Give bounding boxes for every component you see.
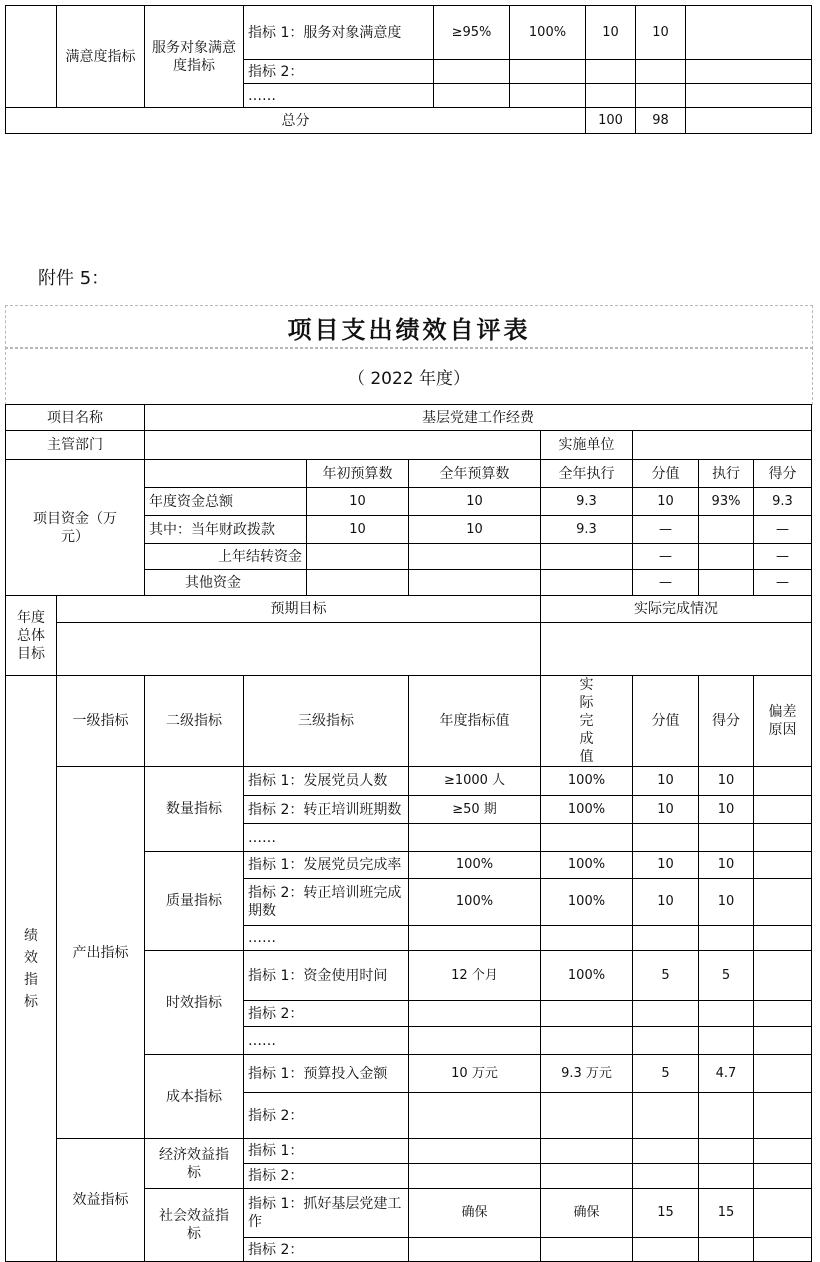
title-box [5,305,813,349]
actual: 9.3 万元 [541,1055,633,1093]
target: 确保 [409,1189,541,1238]
project-name-label: 项目名称 [6,405,145,431]
target: 12 个月 [409,951,541,1001]
indicator-1: 指标 1：服务对象满意度 [244,6,434,60]
timeliness-label: 时效指标 [145,951,244,1055]
funds-row-name: 年度资金总额 [145,488,307,516]
indicator-2: 指标 2： [244,60,434,84]
weight: 5 [633,1055,699,1093]
funds-label: 项目资金（万元） [6,460,145,596]
funds-cell: 9.3 [541,516,633,544]
funds-cell: 93% [699,488,754,516]
reason [754,879,812,926]
funds-header: 分值 [633,460,699,488]
funds-cell: — [633,544,699,570]
funds-row-name: 其中：当年财政拨款 [145,516,307,544]
quantity-label: 数量指标 [145,767,244,852]
perf-header: 得分 [699,676,754,767]
weight: 10 [633,879,699,926]
funds-cell: 10 [409,516,541,544]
level1-satisfaction: 满意度指标 [57,6,145,108]
score: 10 [699,852,754,879]
weight-1: 10 [586,6,636,60]
indicator: 指标 1：抓好基层党建工作 [244,1189,409,1238]
funds-cell: 9.3 [541,488,633,516]
perf-header: 一级指标 [57,676,145,767]
score: 4.7 [699,1055,754,1093]
total-score: 98 [636,108,686,134]
expected-value [57,623,541,676]
reason [754,852,812,879]
dept-value [145,431,541,460]
indicator: …… [244,824,409,852]
score: 15 [699,1189,754,1238]
impl-value [633,431,812,460]
funds-cell: 10 [307,516,409,544]
perf-header: 年度指标值 [409,676,541,767]
target-1: ≥95% [434,6,510,60]
funds-cell: 9.3 [754,488,812,516]
attachment-label: 附件 5： [38,268,110,289]
indicator: 指标 2：转正培训班期数 [244,796,409,824]
weight: 5 [633,951,699,1001]
perf-header: 偏差原因 [754,676,812,767]
funds-cell [699,516,754,544]
perf-header: 二级指标 [145,676,244,767]
target: 100% [409,879,541,926]
funds-cell: — [633,516,699,544]
social-label: 社会效益指标 [145,1189,244,1262]
funds-cell [541,544,633,570]
top-table [5,5,812,134]
funds-header: 执行 [699,460,754,488]
indicator: …… [244,1027,409,1055]
funds-cell: — [754,516,812,544]
funds-cell [699,544,754,570]
goal-label: 年度总体目标 [6,596,57,676]
actual: 100% [541,879,633,926]
cost-label: 成本指标 [145,1055,244,1139]
funds-cell: 10 [409,488,541,516]
actual: 100% [541,767,633,796]
reason [754,796,812,824]
funds-cell [541,570,633,596]
funds-row-name: 其他资金 [145,570,307,596]
benefit-label: 效益指标 [57,1139,145,1262]
funds-cell: — [754,570,812,596]
funds-cell: 10 [633,488,699,516]
actual: 100% [541,852,633,879]
target: 100% [409,852,541,879]
target: ≥1000 人 [409,767,541,796]
funds-cell: — [754,544,812,570]
actual: 100% [541,796,633,824]
weight: 10 [633,796,699,824]
funds-cell [409,544,541,570]
indicator: 指标 1：发展党员完成率 [244,852,409,879]
indicator: 指标 1：发展党员人数 [244,767,409,796]
indicator: 指标 2：转正培训班完成期数 [244,879,409,926]
actual-value [541,623,812,676]
project-name: 基层党建工作经费 [145,405,812,431]
reason [754,1055,812,1093]
indicator: 指标 1： [244,1139,409,1164]
indicator: …… [244,926,409,951]
funds-cell [409,570,541,596]
funds-cell [307,570,409,596]
reason [754,767,812,796]
score: 10 [699,796,754,824]
target: ≥50 期 [409,796,541,824]
perf-header: 实际完成值 [541,676,633,767]
funds-header: 得分 [754,460,812,488]
funds-cell: — [633,570,699,596]
funds-header: 全年执行 [541,460,633,488]
funds-header: 全年预算数 [409,460,541,488]
funds-header: 年初预算数 [307,460,409,488]
actual-1: 100% [510,6,586,60]
funds-cell [699,570,754,596]
output-label: 产出指标 [57,767,145,1139]
score: 10 [699,879,754,926]
target: 10 万元 [409,1055,541,1093]
indicator: 指标 2： [244,1238,409,1262]
form-table [5,404,812,1262]
actual-label: 实际完成情况 [541,596,812,623]
quality-label: 质量指标 [145,852,244,951]
total-label: 总分 [6,108,586,134]
indicator: 指标 2： [244,1093,409,1139]
dept-label: 主管部门 [6,431,145,460]
indicator: 指标 1：资金使用时间 [244,951,409,1001]
funds-row-name: 上年结转资金 [145,544,307,570]
score: 5 [699,951,754,1001]
blank-cell [6,6,57,108]
funds-cell: 10 [307,488,409,516]
level2-satisfaction: 服务对象满意度指标 [145,6,244,108]
actual: 100% [541,951,633,1001]
reason [754,1189,812,1238]
indicator: 指标 2： [244,1164,409,1189]
funds-cell [307,544,409,570]
indicator: 指标 1：预算投入金额 [244,1055,409,1093]
weight: 10 [633,767,699,796]
year-box [5,347,813,405]
reason-1 [686,6,812,60]
impl-label: 实施单位 [541,431,633,460]
total-reason [686,108,812,134]
form-title: 项目支出绩效自评表 [287,315,531,344]
weight: 10 [633,852,699,879]
expected-label: 预期目标 [57,596,541,623]
indicator-ellipsis: …… [244,84,434,108]
reason [754,951,812,1001]
perf-header: 分值 [633,676,699,767]
total-weight: 100 [586,108,636,134]
actual: 确保 [541,1189,633,1238]
economic-label: 经济效益指标 [145,1139,244,1189]
perf-header: 三级指标 [244,676,409,767]
indicator: 指标 2： [244,1001,409,1027]
perf-label: 绩效指标 [6,676,57,1262]
weight: 15 [633,1189,699,1238]
score: 10 [699,767,754,796]
funds-blank [145,460,307,488]
form-year: （ 2022 年度） [347,368,471,389]
score-1: 10 [636,6,686,60]
